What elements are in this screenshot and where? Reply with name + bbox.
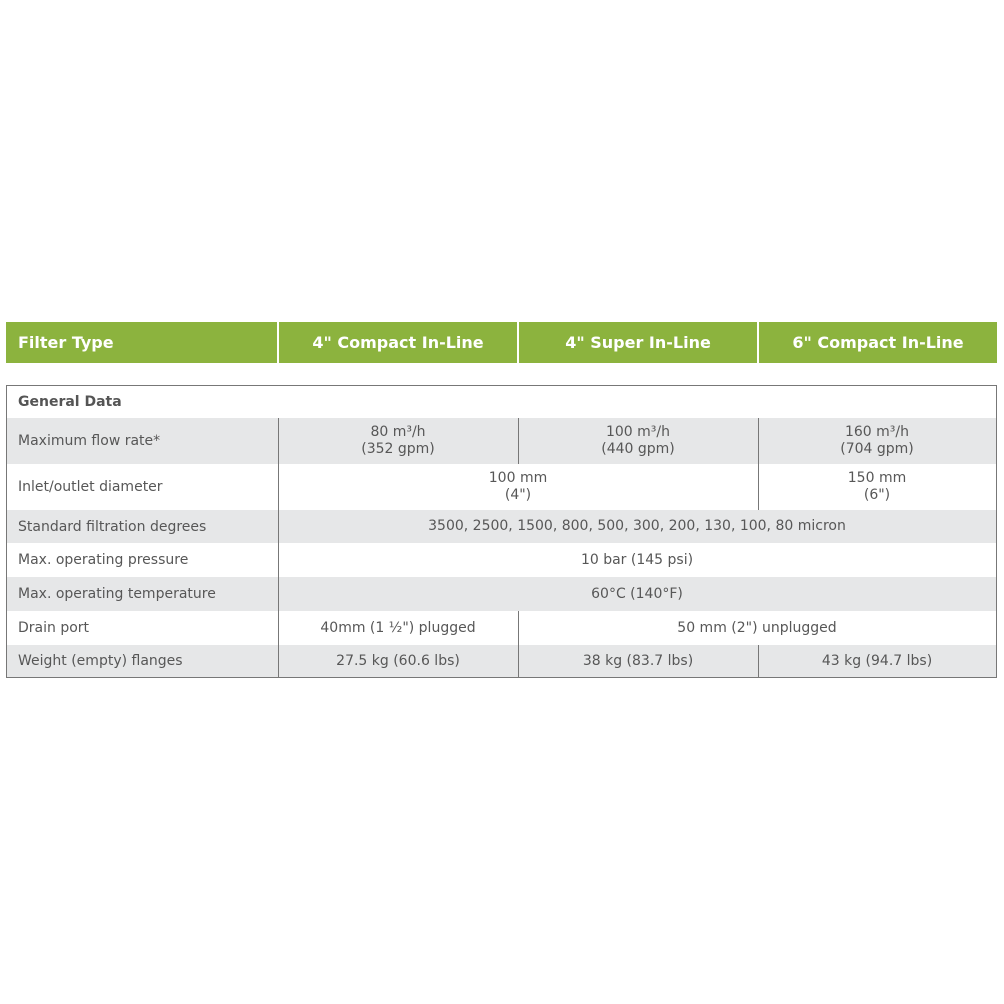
flow-value-imperial: (704 gpm) <box>840 441 914 457</box>
cell-diameter-6in <box>758 464 996 510</box>
table-row-drain-port <box>7 611 996 645</box>
cell-flow-4in-compact <box>278 418 518 464</box>
table-header <box>6 322 997 363</box>
cell-pressure-all: 10 bar (145 psi) <box>580 551 694 568</box>
table-row-pressure <box>7 543 996 577</box>
header-4in-compact: 4" Compact In-Line <box>277 322 517 363</box>
cell-temperature-all: 60°C (140°F) <box>591 585 683 602</box>
row-label: Weight (empty) flanges <box>18 653 183 669</box>
cell-filtration-all: 3500, 2500, 1500, 800, 500, 300, 200, 130, 100, 80 micron <box>428 518 846 534</box>
table-row-temperature <box>7 577 996 611</box>
column-divider <box>518 418 519 464</box>
row-label: Max. operating temperature <box>18 586 216 602</box>
column-divider <box>758 464 759 510</box>
section-title: General Data <box>18 394 122 410</box>
column-divider <box>278 645 279 677</box>
header-6in-compact: 6" Compact In-Line <box>757 322 997 363</box>
column-divider <box>278 577 279 611</box>
flow-value-imperial: (440 gpm) <box>601 441 675 457</box>
header-filter-type: Filter Type <box>6 322 277 363</box>
cell-diameter-4in <box>278 464 758 510</box>
diameter-value-imperial: (6") <box>863 487 891 503</box>
flow-value-imperial: (352 gpm) <box>361 441 435 457</box>
cell-weight-4in-super: 38 kg (83.7 lbs) <box>582 652 694 669</box>
row-label: Max. operating pressure <box>18 552 189 568</box>
cell-drain-4in-compact: 40mm (1 ½") plugged <box>320 619 476 636</box>
table-row-diameter <box>7 464 996 510</box>
column-divider <box>758 418 759 464</box>
column-divider <box>278 464 279 510</box>
column-divider <box>278 510 279 543</box>
flow-value-metric: 100 m³/h <box>605 424 670 440</box>
cell-flow-6in-compact <box>758 418 996 464</box>
diameter-value-imperial: (4") <box>504 487 532 503</box>
section-title-row <box>7 386 996 418</box>
column-divider <box>278 418 279 464</box>
flow-value-metric: 80 m³/h <box>370 424 426 440</box>
row-label: Standard filtration degrees <box>18 518 207 535</box>
table-row-flow-rate <box>7 418 996 464</box>
diameter-value-metric: 100 mm <box>488 470 548 486</box>
row-label: Inlet/outlet diameter <box>18 479 163 495</box>
column-divider <box>278 543 279 577</box>
cell-weight-6in-compact: 43 kg (94.7 lbs) <box>821 652 933 669</box>
table-row-weight <box>7 645 996 677</box>
cell-flow-4in-super <box>518 418 758 464</box>
diameter-value-metric: 150 mm <box>847 470 907 486</box>
column-divider <box>278 611 279 645</box>
general-data-table <box>6 385 997 678</box>
cell-weight-4in-compact: 27.5 kg (60.6 lbs) <box>336 652 460 669</box>
row-label: Maximum flow rate* <box>18 433 161 449</box>
table-row-filtration <box>7 510 996 543</box>
cell-drain-super-6in: 50 mm (2") unplugged <box>677 619 837 636</box>
row-label: Drain port <box>18 620 90 636</box>
column-divider <box>518 611 519 645</box>
header-4in-super: 4" Super In-Line <box>517 322 757 363</box>
column-divider <box>518 645 519 677</box>
flow-value-metric: 160 m³/h <box>844 424 909 440</box>
column-divider <box>758 645 759 677</box>
